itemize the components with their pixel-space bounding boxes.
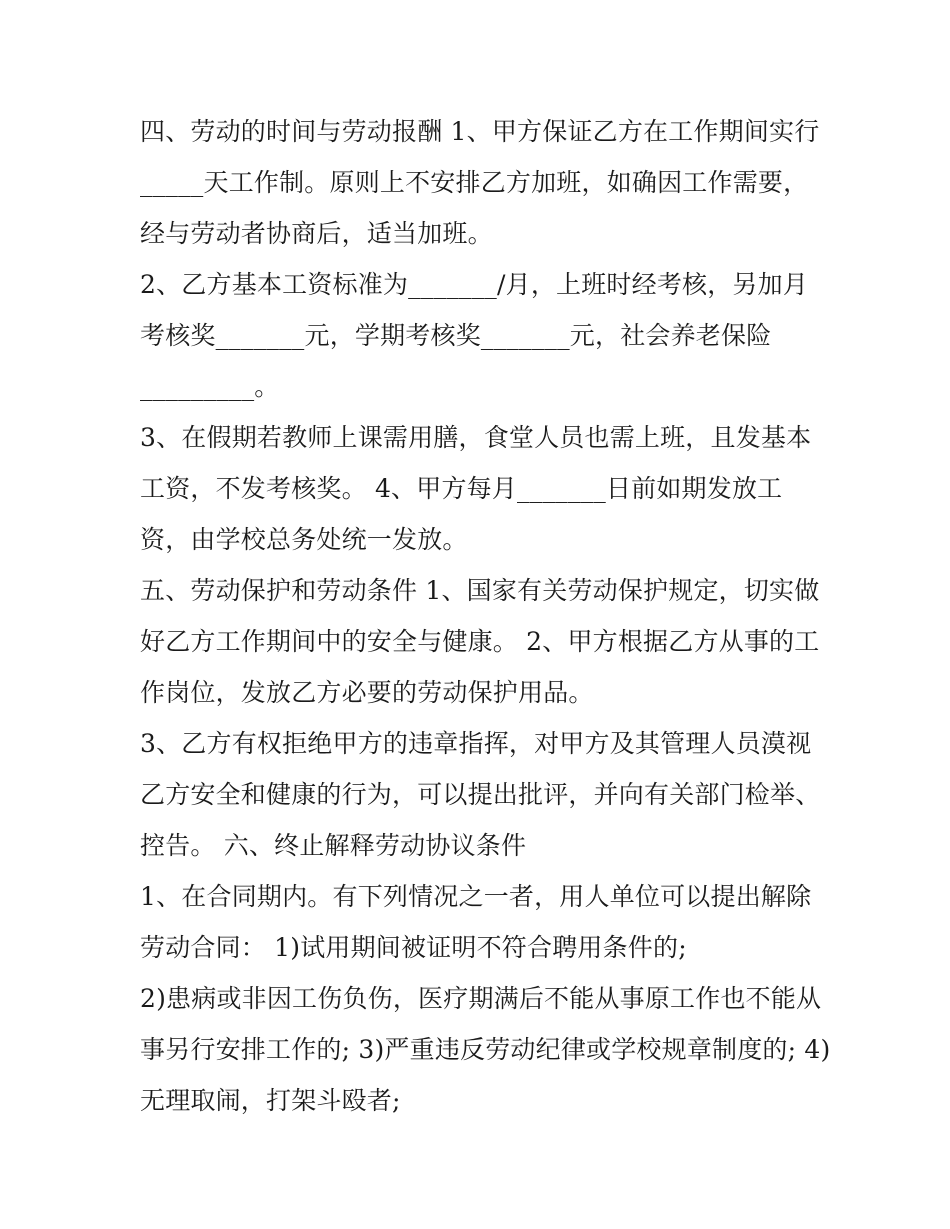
text-line: 3、乙方有权拒绝甲方的违章指挥，对甲方及其管理人员漠视 <box>140 729 812 758</box>
text-line: 经与劳动者协商后，适当加班。 <box>140 219 493 248</box>
text-line: 事另行安排工作的; 3)严重违反劳动纪律或学校规章制度的; 4) <box>140 1035 831 1064</box>
text-line: 考核奖_______元，学期考核奖_______元，社会养老保险 <box>140 321 772 350</box>
text-line: 劳动合同： 1)试用期间被证明不符合聘用条件的; <box>140 933 687 962</box>
text-line: 四、劳动的时间与劳动报酬 1、甲方保证乙方在工作期间实行 <box>140 117 820 146</box>
text-line: 作岗位，发放乙方必要的劳动保护用品。 <box>140 678 594 707</box>
text-line: 2)患病或非因工伤负伤，医疗期满后不能从事原工作也不能从 <box>140 984 822 1013</box>
text-line: 控告。 六、终止解释劳动协议条件 <box>140 831 527 860</box>
text-line: _________。 <box>140 372 280 401</box>
text-line: 无理取闹，打架斗殴者; <box>140 1086 401 1115</box>
text-line: 资，由学校总务处统一发放。 <box>140 525 468 554</box>
text-line: 3、在假期若教师上课需用膳，食堂人员也需上班，且发基本 <box>140 423 812 452</box>
text-line: 乙方安全和健康的行为，可以提出批评，并向有关部门检举、 <box>140 780 821 809</box>
text-line: 五、劳动保护和劳动条件 1、国家有关劳动保护规定，切实做 <box>140 576 820 605</box>
text-line: 工资，不发考核奖。 4、甲方每月_______日前如期发放工 <box>140 474 783 503</box>
text-line: 1、在合同期内。有下列情况之一者，用人单位可以提出解除 <box>140 882 812 911</box>
text-line: _____天工作制。原则上不安排乙方加班，如确因工作需要， <box>140 168 809 197</box>
document-body <box>140 106 831 1126</box>
text-line: 好乙方工作期间中的安全与健康。 2、甲方根据乙方从事的工 <box>140 627 820 656</box>
text-line: 2、乙方基本工资标准为_______/月，上班时经考核，另加月 <box>140 270 809 299</box>
